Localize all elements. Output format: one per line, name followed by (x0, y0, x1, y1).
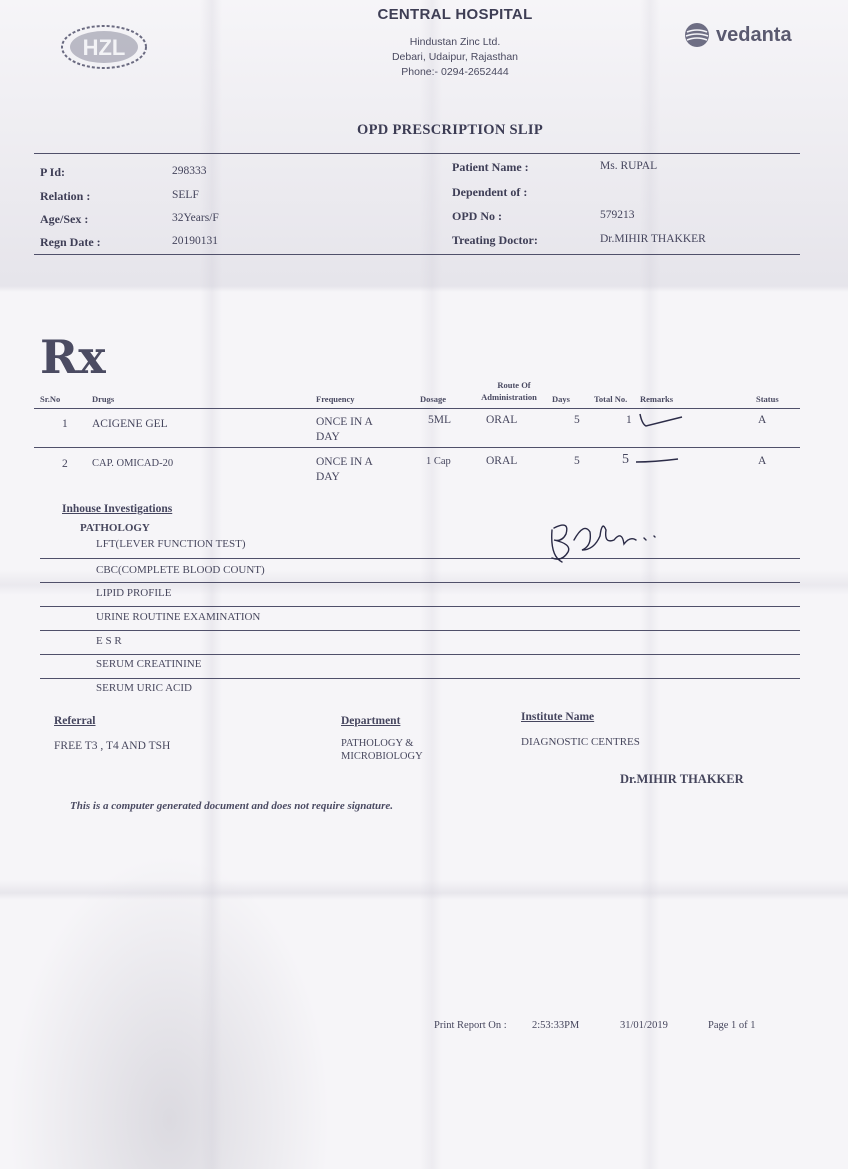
row-total: 5 (622, 452, 629, 467)
row-drug: CAP. OMICAD-20 (92, 458, 174, 469)
investigation-item: URINE ROUTINE EXAMINATION (96, 611, 261, 623)
row-frequency-2: DAY (316, 471, 340, 483)
row-route: ORAL (486, 414, 518, 426)
row-drug: ACIGENE GEL (92, 418, 168, 430)
print-time: 2:53:33PM (532, 1020, 580, 1031)
divider (34, 153, 800, 154)
investigations-title: Inhouse Investigations (62, 503, 173, 515)
col-srno: Sr.No (40, 394, 61, 404)
col-route-line2: Administration (481, 392, 537, 402)
row-frequency: ONCE IN A (316, 416, 373, 428)
divider (40, 654, 800, 655)
handwritten-tick-icon (636, 410, 686, 432)
department-value: PATHOLOGY & (341, 738, 414, 749)
divider (40, 558, 800, 559)
doctor-label: Treating Doctor: (452, 233, 538, 247)
institute-label: Institute Name (521, 711, 595, 723)
divider (40, 582, 800, 583)
investigation-item: SERUM CREATININE (96, 658, 202, 670)
department-label: Department (341, 715, 401, 727)
row-frequency: ONCE IN A (316, 456, 373, 468)
company-name: Hindustan Zinc Ltd. (409, 36, 501, 48)
col-remarks: Remarks (640, 394, 674, 404)
patient-name-value: Ms. RUPAL (600, 160, 658, 172)
handwritten-tick-icon (634, 452, 684, 470)
col-dosage: Dosage (420, 394, 446, 404)
row-total: 1 (626, 414, 632, 426)
print-date: 31/01/2019 (620, 1020, 668, 1031)
row-dosage: 1 Cap (426, 456, 451, 467)
hospital-address: Debari, Udaipur, Rajasthan (391, 51, 519, 63)
referral-label: Referral (54, 715, 96, 727)
row-route: ORAL (486, 455, 518, 467)
row-frequency-2: DAY (316, 431, 340, 443)
print-label: Print Report On : (434, 1020, 507, 1031)
investigation-item: LIPID PROFILE (96, 587, 172, 599)
regn-date-value: 20190131 (172, 235, 218, 247)
col-days: Days (552, 394, 570, 404)
investigation-item: CBC(COMPLETE BLOOD COUNT) (96, 564, 265, 576)
agesex-label: Age/Sex : (40, 212, 89, 226)
investigation-item: LFT(LEVER FUNCTION TEST) (96, 538, 246, 550)
investigation-item: E S R (96, 635, 122, 647)
divider (34, 447, 800, 448)
institute-value: DIAGNOSTIC CENTRES (521, 736, 640, 748)
col-route-line1: Route Of (497, 380, 531, 390)
referral-value: FREE T3 , T4 AND TSH (54, 740, 171, 752)
vedanta-globe-icon (684, 22, 710, 48)
pid-label: P Id: (40, 165, 66, 179)
svg-text:HZL: HZL (82, 35, 126, 60)
hospital-phone: Phone:- 0294-2652444 (401, 66, 509, 78)
slip-title: OPD PRESCRIPTION SLIP (357, 122, 543, 138)
pid-value: 298333 (172, 165, 207, 177)
patient-name-label: Patient Name : (452, 160, 529, 174)
doctor-name-sign: Dr.MIHIR THAKKER (620, 772, 744, 786)
relation-label: Relation : (40, 189, 91, 203)
row-srno: 1 (62, 418, 68, 430)
agesex-value: 32Years/F (172, 212, 219, 224)
col-drugs: Drugs (92, 394, 115, 404)
page-number: Page 1 of 1 (708, 1020, 756, 1031)
relation-value: SELF (172, 189, 199, 201)
col-total: Total No. (594, 394, 628, 404)
doctor-value: Dr.MIHIR THAKKER (600, 233, 706, 245)
vedanta-wordmark: vedanta (716, 23, 792, 46)
row-status: A (758, 414, 767, 426)
row-days: 5 (574, 455, 580, 467)
row-srno: 2 (62, 458, 68, 470)
disclaimer: This is a computer generated document and does not require signature. (70, 800, 393, 812)
col-status: Status (756, 394, 779, 404)
vedanta-logo (684, 20, 804, 50)
divider (34, 408, 800, 409)
divider (34, 254, 800, 255)
investigation-item: SERUM URIC ACID (96, 682, 192, 694)
dependent-label: Dependent of : (452, 185, 528, 199)
investigations-category: PATHOLOGY (80, 522, 150, 534)
hzl-logo (60, 24, 148, 70)
rx-symbol: Rx (40, 330, 106, 384)
divider (40, 678, 800, 679)
regn-date-label: Regn Date : (40, 235, 101, 249)
doctor-signature (544, 500, 674, 572)
row-status: A (758, 455, 767, 467)
row-days: 5 (574, 414, 580, 426)
hospital-name: CENTRAL HOSPITAL (377, 6, 533, 23)
department-value-2: MICROBIOLOGY (341, 751, 423, 762)
opd-no-value: 579213 (600, 209, 635, 221)
divider (40, 606, 800, 607)
divider (40, 630, 800, 631)
row-dosage: 5ML (428, 414, 451, 426)
col-frequency: Frequency (316, 394, 355, 404)
opd-no-label: OPD No : (452, 209, 502, 223)
